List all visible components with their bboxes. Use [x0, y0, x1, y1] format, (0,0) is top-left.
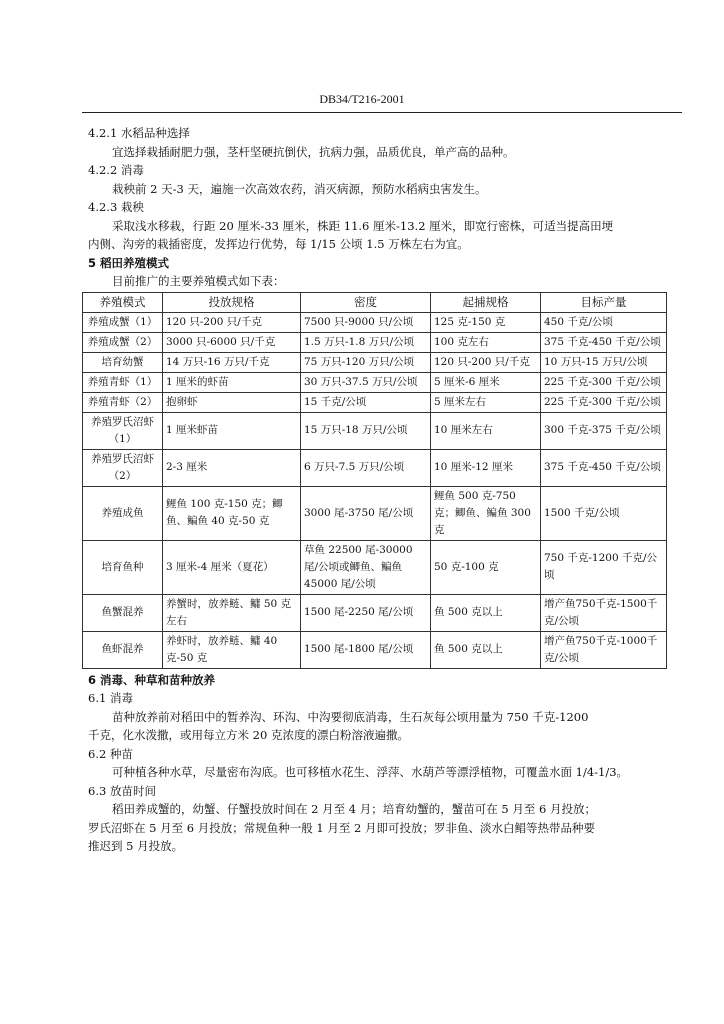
table-cell: 鲤鱼 100 克-150 克；鲫鱼、鳊鱼 40 克-50 克 — [163, 486, 301, 540]
table-cell: 120 只-200 只/千克 — [431, 352, 541, 372]
table-cell: 鱼 500 克以上 — [431, 594, 541, 631]
table-row — [83, 312, 667, 332]
section-6-3-body-line2: 罗氏沼虾在 5 月至 6 月投放；常规鱼种一般 1 月至 2 月即可投放；罗非鱼、淡水白鲳等热带品种要 — [88, 820, 596, 835]
table-row — [83, 631, 667, 668]
table-body — [83, 312, 667, 668]
table-cell: 3 厘米-4 厘米（夏花） — [163, 540, 301, 594]
table-cell: 225 千克-300 千克/公顷 — [541, 392, 667, 412]
table-cell: 养殖成蟹（2） — [83, 332, 163, 352]
table-cell: 2-3 厘米 — [163, 449, 301, 486]
header-rule — [82, 112, 682, 113]
table-cell: 培育幼蟹 — [83, 352, 163, 372]
table-cell: 鱼 500 克以上 — [431, 631, 541, 668]
table-cell: 养殖成鱼 — [83, 486, 163, 540]
table-cell: 鲤鱼 500 克-750 克；鲫鱼、鳊鱼 300 克 — [431, 486, 541, 540]
breeding-mode-table — [82, 292, 667, 669]
table-cell: 125 克-150 克 — [431, 312, 541, 332]
section-5-intro: 目前推广的主要养殖模式如下表： — [112, 274, 285, 288]
table-cell: 100 克左右 — [431, 332, 541, 352]
table-row — [83, 352, 667, 372]
table-cell: 1500 尾-1800 尾/公顷 — [301, 631, 431, 668]
section-6-1-body-line1: 苗种放养前对稻田中的暂养沟、环沟、中沟要彻底消毒，生石灰每公顷用量为 750 千克-1200 — [112, 709, 589, 724]
section-6-1-body-line2: 千克，化水泼撒，或用每立方米 20 克浓度的漂白粉溶液遍撒。 — [88, 728, 409, 742]
table-cell: 养殖罗氏沼虾（1） — [83, 412, 163, 449]
section-4-2-2-body: 栽秧前 2 天-3 天，遍施一次高效农药，消灭病源，预防水稻病虫害发生。 — [112, 181, 487, 196]
table-cell: 50 克-100 克 — [431, 540, 541, 594]
table-cell: 草鱼 22500 尾-30000 尾/公顷或鲫鱼、鳊鱼 45000 尾/公顷 — [301, 540, 431, 594]
section-6-2-body: 可种植各种水草，尽量密布沟底。也可移植水花生、浮萍、水葫芦等漂浮植物，可覆盖水面 1/4-1/3。 — [112, 765, 629, 779]
section-6-3-body-line3: 推迟到 5 月投放。 — [88, 839, 184, 853]
table-cell: 养蟹时，放养鲢、鳙 50 克左右 — [163, 594, 301, 631]
table-header-cell: 目标产量 — [541, 292, 667, 312]
table-cell: 培育鱼种 — [83, 540, 163, 594]
table-cell: 1 厘米虾苗 — [163, 412, 301, 449]
standard-code: DB34/T216-2001 — [319, 92, 405, 106]
table-cell: 3000 只-6000 只/千克 — [163, 332, 301, 352]
table-header-cell: 密度 — [301, 292, 431, 312]
table-cell: 375 千克-450 千克/公顷 — [541, 449, 667, 486]
table-cell: 10 厘米-12 厘米 — [431, 449, 541, 486]
table-cell: 养殖青虾（2） — [83, 392, 163, 412]
table-row — [83, 372, 667, 392]
table-cell: 30 万只-37.5 万只/公顷 — [301, 372, 431, 392]
table-cell: 鱼虾混养 — [83, 631, 163, 668]
table-row — [83, 449, 667, 486]
table-cell: 增产鱼750千克-1500千克/公顷 — [541, 594, 667, 631]
table-cell: 120 只-200 只/千克 — [163, 312, 301, 332]
table-cell: 5 厘米左右 — [431, 392, 541, 412]
table-cell: 375 千克-450 千克/公顷 — [541, 332, 667, 352]
table-header-cell: 起捕规格 — [431, 292, 541, 312]
table-cell: 5 厘米-6 厘米 — [431, 372, 541, 392]
table-cell: 养殖罗氏沼虾（2） — [83, 449, 163, 486]
table-cell: 增产鱼750千克-1000千克/公顷 — [541, 631, 667, 668]
section-4-2-3-body-line2: 内侧、沟旁的栽插密度，发挥边行优势，每 1/15 公顷 1.5 万株左右为宜。 — [88, 237, 469, 251]
section-6-3-body-line1: 稻田养成蟹的，幼蟹、仔蟹投放时间在 2 月至 4 月；培育幼蟹的，蟹苗可在 5 月至 6 月投放； — [112, 802, 597, 816]
table-cell: 14 万只-16 万只/千克 — [163, 352, 301, 372]
section-6-3-title: 6.3 放苗时间 — [88, 783, 156, 798]
table-row — [83, 332, 667, 352]
section-4-2-2-title: 4.2.2 消毒 — [88, 163, 144, 177]
table-cell: 7500 只-9000 只/公顷 — [301, 312, 431, 332]
section-4-2-3-body-line1: 采取浅水移栽，行距 20 厘米-33 厘米，株距 11.6 厘米-13.2 厘米，即宽行密株，可适当提高田埂 — [112, 218, 614, 233]
table-row — [83, 540, 667, 594]
table-cell: 225 千克-300 千克/公顷 — [541, 372, 667, 392]
table-cell: 3000 尾-3750 尾/公顷 — [301, 486, 431, 540]
table-cell: 10 厘米左右 — [431, 412, 541, 449]
table-cell: 1500 千克/公顷 — [541, 486, 667, 540]
table-header-cell: 投放规格 — [163, 292, 301, 312]
section-5-title: 5 稻田养殖模式 — [88, 255, 170, 270]
table-cell: 300 千克-375 千克/公顷 — [541, 412, 667, 449]
table-cell: 10 万只-15 万只/公顷 — [541, 352, 667, 372]
table-header-row — [83, 292, 667, 312]
section-6-title: 6 消毒、种草和苗种放养 — [88, 672, 216, 687]
section-4-2-1-body: 宜选择栽插耐肥力强，茎杆坚硬抗倒伏，抗病力强，品质优良，单产高的品种。 — [112, 144, 515, 159]
table-row — [83, 412, 667, 449]
table-cell: 1.5 万只-1.8 万只/公顷 — [301, 332, 431, 352]
table-cell: 450 千克/公顷 — [541, 312, 667, 332]
table-cell: 抱卵虾 — [163, 392, 301, 412]
table-cell: 750 千克-1200 千克/公顷 — [541, 540, 667, 594]
table-cell: 养虾时，放养鲢、鳙 40 克-50 克 — [163, 631, 301, 668]
table-cell: 1 厘米的虾苗 — [163, 372, 301, 392]
table-cell: 6 万只-7.5 万只/公顷 — [301, 449, 431, 486]
table-cell: 15 千克/公顷 — [301, 392, 431, 412]
table-cell: 养殖青虾（1） — [83, 372, 163, 392]
table-row — [83, 594, 667, 631]
table-cell: 1500 尾-2250 尾/公顷 — [301, 594, 431, 631]
section-4-2-3-title: 4.2.3 栽秧 — [88, 200, 144, 214]
section-6-2-title: 6.2 种苗 — [88, 746, 133, 761]
table-cell: 鱼蟹混养 — [83, 594, 163, 631]
table-cell: 15 万只-18 万只/公顷 — [301, 412, 431, 449]
table-header-cell: 养殖模式 — [83, 292, 163, 312]
table-cell: 养殖成蟹（1） — [83, 312, 163, 332]
section-6-1-title: 6.1 消毒 — [88, 691, 133, 705]
section-4-2-1-title: 4.2.1 水稻品种选择 — [88, 126, 190, 140]
document-body — [88, 124, 660, 856]
table-row — [83, 486, 667, 540]
table-cell: 75 万只-120 万只/公顷 — [301, 352, 431, 372]
table-row — [83, 392, 667, 412]
